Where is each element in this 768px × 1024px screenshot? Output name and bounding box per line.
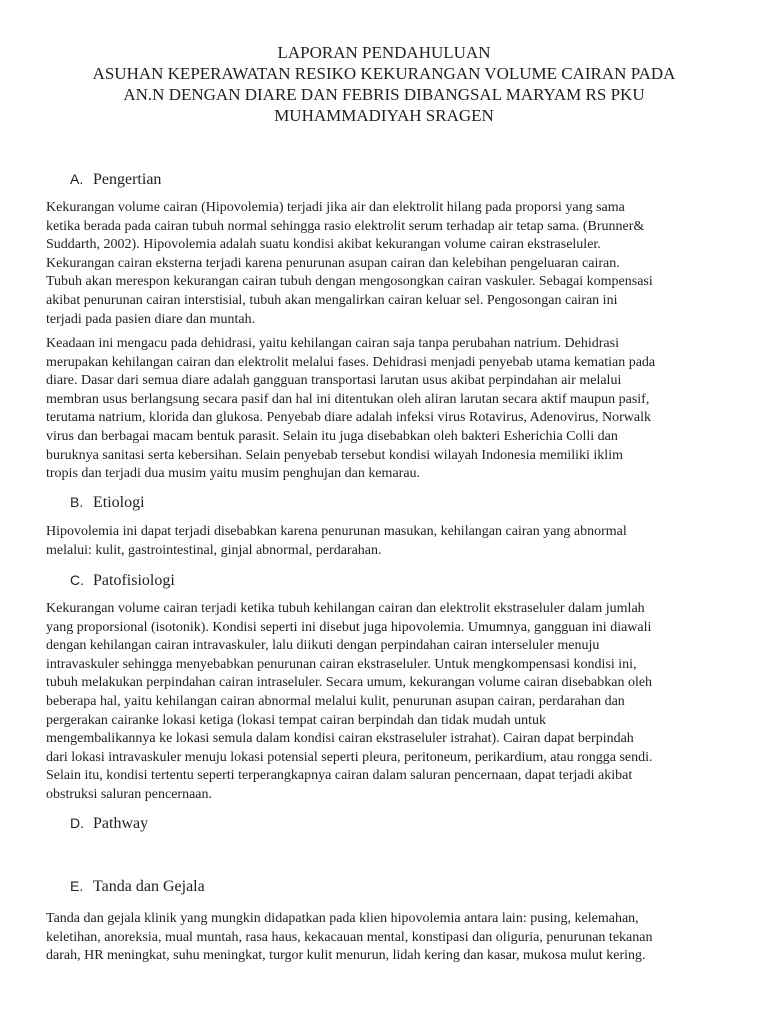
text-line: mengembalikannya ke lokasi semula dalam kondisi cairan ekstraseluler istrahat). Cairan dapat berpindah (46, 731, 634, 747)
text-line: Tubuh akan merespon kekurangan cairan tubuh dengan mengosongkan cairan vaskuler. Sebagai kompensasi (46, 274, 653, 290)
text-line: Kekurangan cairan eksterna terjadi karena penurunan asupan cairan dan kelebihan pengeluaran cairan. (46, 255, 620, 271)
text-line: buruknya sanitasi serta kebersihan. Selain penyebab tersebut kondisi wilayah Indonesia memiliki iklim (46, 447, 623, 463)
text-line: Hipovolemia ini dapat terjadi disebabkan karena penurunan masukan, kehilangan cairan yang abnormal (46, 524, 627, 539)
section-letter: B. (70, 494, 84, 510)
section-letter: A. (70, 171, 84, 187)
title-line: LAPORAN PENDAHULUAN (277, 43, 491, 62)
text-line: dari lokasi intravaskuler menuju lokasi potensial seperti pleura, peritoneum, perikardium, atau rongga sendi. (46, 749, 653, 765)
title-line: MUHAMMADIYAH SRAGEN (274, 106, 494, 125)
text-line: terutama natrium, klorida dan glukosa. Penyebab diare adalah infeksi virus Rotavirus, Adenovirus, Norwalk (46, 410, 651, 426)
title-line: ASUHAN KEPERAWATAN RESIKO KEKURANGAN VOLUME CAIRAN PADA (92, 64, 676, 83)
section-letter: C. (70, 572, 84, 588)
text-line: diare. Dasar dari semua diare adalah gangguan transportasi larutan usus akibat perpindahan air melalui (46, 373, 622, 389)
text-line: beberapa hal, yaitu kehilangan cairan abnormal melalui kulit, penurunan asupan cairan, perdarahan dan (46, 693, 625, 709)
paragraph-pengertian-1 (46, 199, 722, 329)
section-title: Etiologi (93, 494, 145, 511)
text-line: Selain itu, kondisi tertentu seperti terperangkapnya cairan dalam saluran pencernaan, dapat terjadi akibat (46, 768, 633, 784)
section-letter: D. (70, 815, 84, 831)
text-line: terjadi pada pasien diare dan muntah. (46, 311, 256, 327)
section-heading-pengertian (70, 169, 161, 190)
section-heading-pathway (70, 813, 148, 834)
text-line: yang proporsional (isotonik). Kondisi seperti ini disebut juga hipovolemia. Umumnya, gangguan ini diawali (46, 619, 652, 635)
text-line: tropis dan terjadi dua musim yaitu musim penghujan dan kemarau. (46, 466, 421, 482)
text-line: Kekurangan volume cairan (Hipovolemia) terjadi jika air dan elektrolit hilang pada proporsi yang sama (46, 200, 625, 215)
text-line: keletihan, anoreksia, mual muntah, rasa haus, kekacauan mental, konstipasi dan oliguria, penurunan tekanan (46, 929, 653, 945)
text-line: Tanda dan gejala klinik yang mungkin didapatkan pada klien hipovolemia antara lain: pusing, kelemahan, (46, 911, 639, 926)
text-line: obstruksi saluran pencernaan. (46, 786, 212, 802)
text-line: darah, HR meningkat, suhu meningkat, turgor kulit menurun, lidah kering dan kasar, mukosa mulut kering. (46, 948, 646, 964)
text-line: Suddarth, 2002). Hipovolemia adalah suatu kondisi akibat kekurangan volume cairan ekstraseluler. (46, 237, 601, 253)
text-line: tubuh melakukan perpindahan cairan intraseluler. Secara umum, kekurangan volume cairan disebabkan oleh (46, 675, 653, 691)
text-line: pergerakan cairanke lokasi ketiga (lokasi tempat cairan berpindah dan tidak mudah untuk (46, 712, 547, 728)
section-heading-patofisiologi (70, 570, 175, 591)
text-line: akibat penurunan cairan interstisial, tubuh akan mengalirkan cairan keluar sel. Pengosongan cairan ini (46, 292, 618, 308)
paragraph-pengertian-2 (46, 335, 722, 484)
paragraph-patofisiologi (46, 600, 722, 805)
document-title (60, 42, 708, 126)
text-line: Kekurangan volume cairan terjadi ketika tubuh kehilangan cairan dan elektrolit ekstraseluler dalam jumlah (46, 601, 645, 616)
section-heading-etiologi (70, 492, 145, 513)
title-line: AN.N DENGAN DIARE DAN FEBRIS DIBANGSAL MARYAM RS PKU (123, 85, 645, 104)
paragraph-tanda-gejala (46, 910, 722, 966)
text-line: Keadaan ini mengacu pada dehidrasi, yaitu kehilangan cairan saja tanpa perubahan natrium. Dehidrasi (46, 336, 619, 351)
section-letter: E. (70, 878, 84, 894)
text-line: virus dan berbagai macam bentuk parasit. Selain itu juga disebabkan oleh bakteri Esherichia Colli dan (46, 428, 618, 444)
text-line: merupakan kehilangan cairan dan elektrolit melalui fases. Dehidrasi menjadi penyebab utama kematian pada (46, 354, 656, 370)
section-heading-tanda-gejala (70, 876, 205, 897)
section-title: Pengertian (93, 171, 162, 188)
section-title: Tanda dan Gejala (93, 878, 205, 895)
paragraph-etiologi (46, 523, 722, 560)
section-title: Patofisiologi (93, 572, 175, 589)
text-line: intravaskuler sehingga menyebabkan penurunan cairan ekstraseluler. Untuk mengkompensasi kondisi ini, (46, 656, 637, 672)
text-line: membran usus berlangsung secara pasif dan hal ini ditentukan oleh aliran larutan secara aktif maupun pasif, (46, 391, 650, 407)
section-title: Pathway (93, 815, 149, 832)
text-line: melalui: kulit, gastrointestinal, ginjal abnormal, perdarahan. (46, 542, 382, 558)
text-line: ketika berada pada cairan tubuh normal sehingga rasio elektrolit serum terhadap air tetap sama. (Brunner& (46, 218, 645, 234)
text-line: dengan kehilangan cairan intravaskuler, lalu diikuti dengan perpindahan cairan interseluler menuju (46, 638, 600, 654)
